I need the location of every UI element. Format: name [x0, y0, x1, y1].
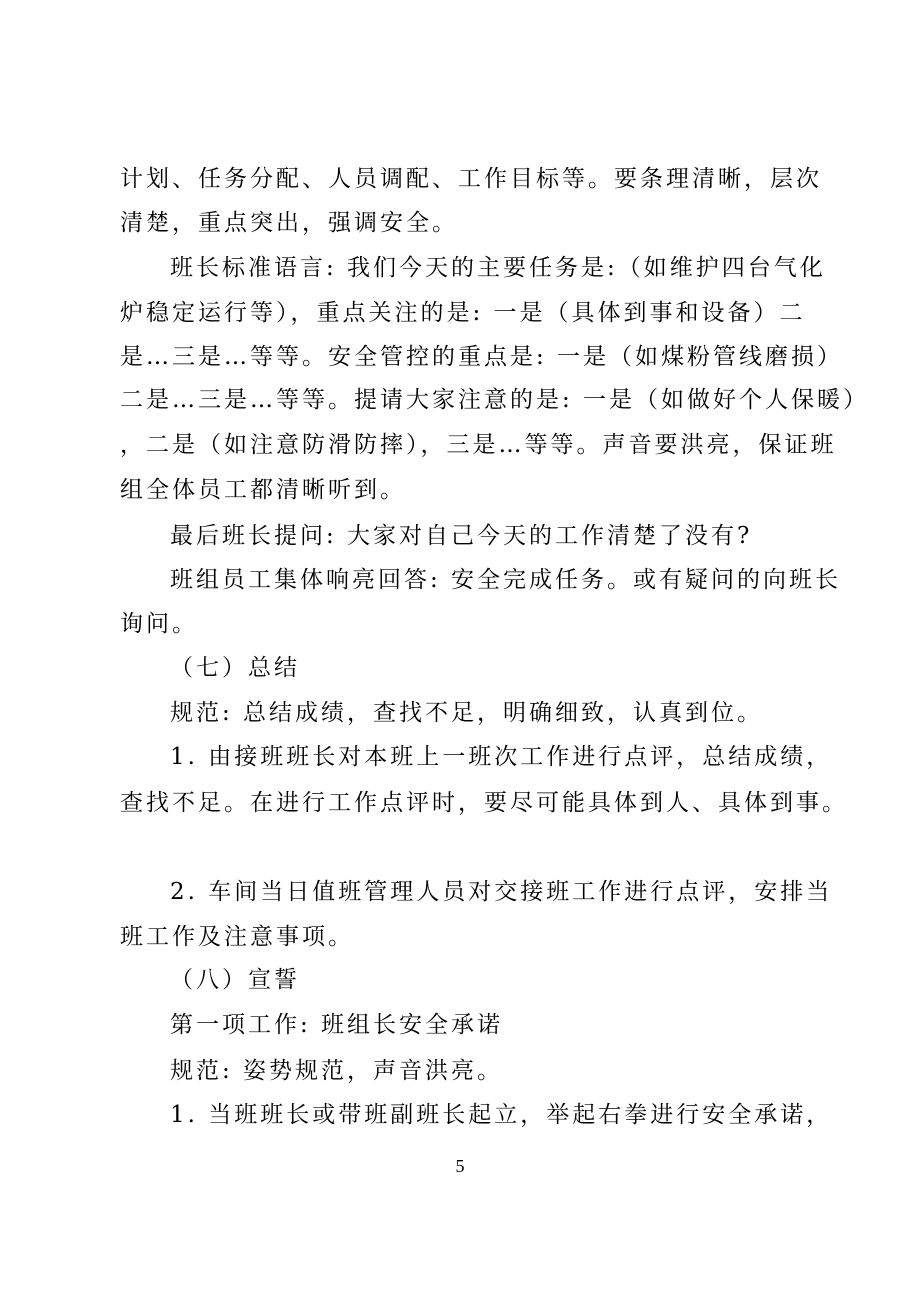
paragraph-line: ，二是（如注意防滑防摔），三是…等等。声音要洪亮，保证班: [120, 432, 837, 458]
list-item-line: 1. 当班班长或带班副班长起立，举起右拳进行安全承诺，: [170, 1102, 833, 1128]
paragraph-line: 清楚，重点突出，强调安全。: [120, 210, 458, 236]
list-item-line: 2. 车间当日值班管理人员对交接班工作进行点评，安排当: [170, 879, 833, 905]
paragraph-line: 第一项工作: 班组长安全承诺: [170, 1012, 504, 1038]
paragraph-line: 规范: 总结成绩，查找不足，明确细致，认真到位。: [170, 700, 764, 726]
section-heading: （八）宣誓: [170, 967, 300, 993]
paragraph-line: 班长标准语言: 我们今天的主要任务是:（如维护四台气化: [170, 255, 826, 281]
paragraph-line: 二是…三是…等等。提请大家注意的是: 一是（如做好个人保暖）: [120, 387, 870, 413]
list-item-line: 1. 由接班班长对本班上一班次工作进行点评，总结成绩，: [170, 744, 833, 770]
page-number: 5: [455, 1156, 465, 1176]
paragraph-line: 最后班长提问: 大家对自己今天的工作清楚了没有?: [170, 523, 753, 549]
paragraph-line: 组全体员工都清晰听到。: [120, 477, 406, 503]
section-heading: （七）总结: [170, 655, 300, 681]
paragraph-line: 询问。: [120, 611, 198, 637]
paragraph-line: 计划、任务分配、人员调配、工作目标等。要条理清晰，层次: [120, 166, 822, 192]
paragraph-line: 班组员工集体响亮回答: 安全完成任务。或有疑问的向班长: [170, 567, 842, 593]
paragraph-line: 班工作及注意事项。: [120, 924, 354, 950]
paragraph-line: 查找不足。在进行工作点评时，要尽可能具体到人、具体到事。: [120, 790, 848, 816]
paragraph-line: 规范: 姿势规范，声音洪亮。: [170, 1058, 504, 1084]
paragraph-line: 是…三是…等等。安全管控的重点是: 一是（如煤粉管线磨损）: [120, 344, 844, 370]
paragraph-line: 炉稳定运行等），重点关注的是: 一是（具体到事和设备）二: [120, 300, 806, 326]
